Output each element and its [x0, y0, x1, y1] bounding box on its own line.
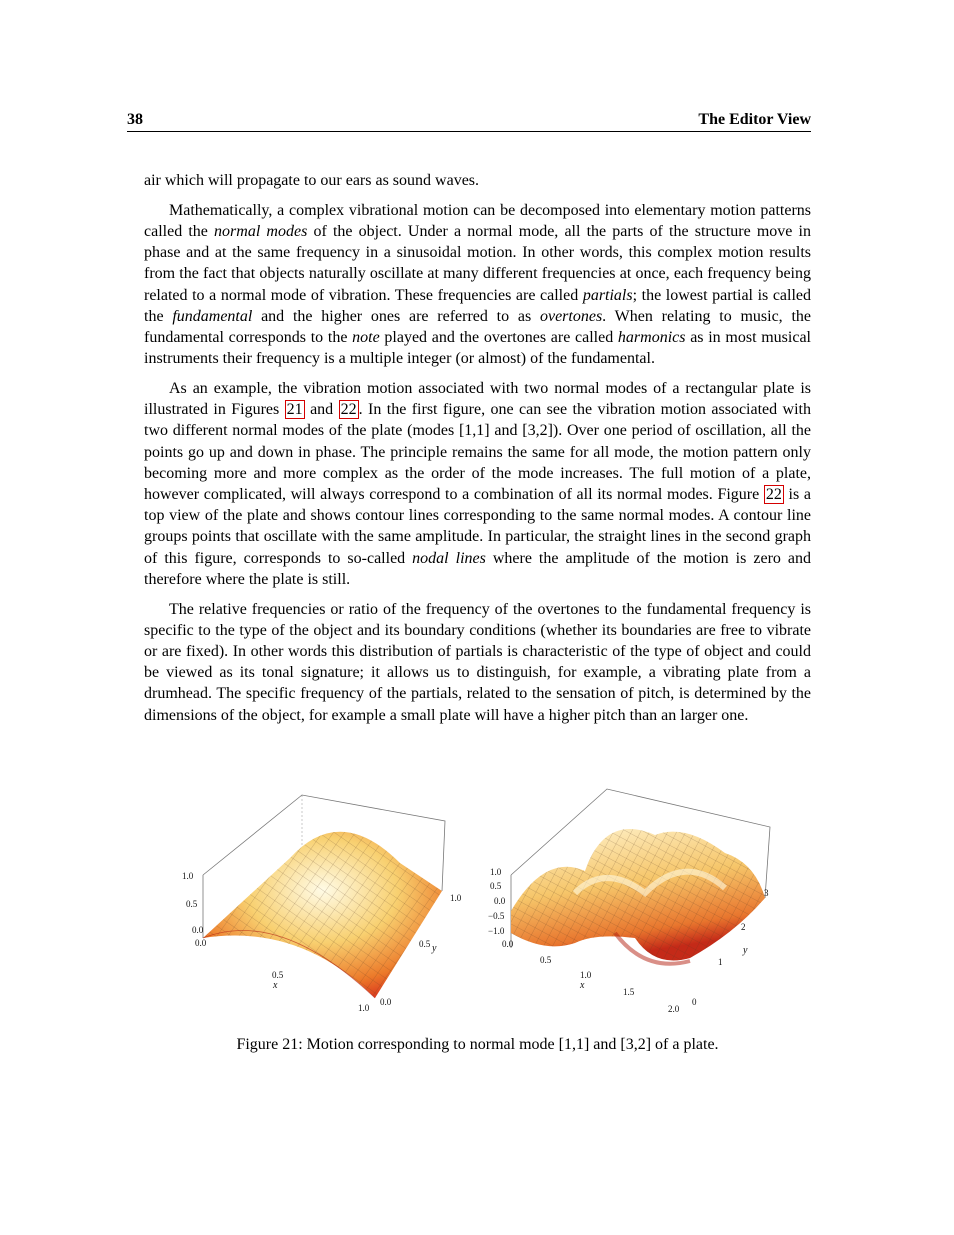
y-axis-label: y	[743, 945, 748, 956]
x-tick: 1.0	[580, 970, 592, 980]
z-tick: 1.0	[182, 871, 194, 881]
text: is a top view of the plate and shows contour lines corresponding to the same normal modes. A contour line groups points that oscillate with the same amplitude. In particular, the straight lines in the second graph of this figure, corresponds to so-called	[144, 486, 812, 567]
text: of the object. Under a normal mode, all the parts of the structure move in phase and at the same frequency in a sinusoidal motion. In other words, this complex motion results from the fact that objects naturally oscillate at many different frequencies at once, each frequency being related to a normal mode of vibration. These frequencies are called	[144, 223, 811, 304]
x-tick: 0.5	[540, 955, 552, 965]
z-tick: −1.0	[488, 926, 505, 936]
y-tick: 1	[718, 957, 723, 967]
x-tick: 1.0	[358, 1003, 370, 1013]
text: The relative frequencies or ratio of the frequency of the overtones to the fundamental frequency is specific to the type of the object and its boundary conditions (whether its boundaries are free to vibrate or are fixed). In other words this distribution of partials is characteristic of the type of object and could be viewed as its tonal signature; it allows us to distinguish, for example, a vibrating plate from a drumhead. The specific frequency of the partials, related to the sensation of pitch, is determined by the dimensions of the object, for example a small plate will have a higher pitch than an larger one.	[144, 600, 811, 724]
text: As an example, the vibration motion associated with two normal modes of a rectangular plate is illustrated in Figures	[144, 380, 811, 419]
text: ; the lowest partial is called the	[144, 286, 812, 325]
emphasis-note: note	[352, 329, 380, 347]
emphasis-harmonics: harmonics	[617, 329, 686, 347]
y-tick: 0.0	[380, 997, 392, 1007]
text: played and the overtones are called	[379, 329, 618, 347]
figure-ref-21[interactable]: 21	[286, 401, 303, 419]
paragraph-2	[144, 200, 811, 370]
emphasis-nodal-lines: nodal lines	[412, 549, 486, 567]
figure-ref-22[interactable]: 22	[340, 401, 357, 419]
x-tick: 0.0	[195, 938, 207, 948]
emphasis-overtones: overtones	[539, 307, 603, 325]
emphasis-normal-modes: normal modes	[214, 223, 308, 240]
text: and the higher ones are referred to as	[252, 307, 540, 325]
z-tick: 0.0	[192, 925, 204, 935]
z-tick: −0.5	[488, 911, 505, 921]
text: air which will propagate to our ears as sound waves.	[144, 172, 480, 189]
z-axis	[488, 867, 506, 936]
figure-caption: Figure 21: Motion corresponding to normal mode [1,1] and [3,2] of a plate.	[236, 1036, 719, 1053]
y-tick: 2	[741, 922, 746, 932]
z-tick: 0.5	[490, 881, 502, 891]
section-title: The Editor View	[698, 111, 811, 128]
plot-mode-1-1	[170, 783, 470, 1023]
body-text	[144, 170, 811, 734]
x-axis-label: x	[580, 980, 585, 991]
x-tick: 1.5	[623, 987, 635, 997]
x-tick: 2.0	[668, 1004, 680, 1014]
text: as in most musical instruments their frequency is a multiple integer (or almost) of the fundamental.	[144, 329, 811, 368]
z-tick: 1.0	[490, 867, 502, 877]
text: . When relating to music, the fundamental corresponds to the	[144, 307, 811, 347]
emphasis-fundamental: fundamental	[172, 307, 253, 325]
x-tick: 0.0	[502, 939, 514, 949]
paragraph-4	[144, 599, 811, 726]
x-tick: 0.5	[272, 970, 284, 980]
figure-21	[170, 783, 790, 1023]
z-axis	[182, 871, 204, 935]
text: and	[304, 401, 339, 419]
z-tick: 0.0	[494, 896, 506, 906]
z-tick: 0.5	[186, 899, 198, 909]
y-tick: 1.0	[450, 893, 462, 903]
y-tick: 3	[764, 888, 769, 898]
x-axis-label: x	[273, 980, 278, 991]
y-tick: 0.5	[419, 939, 431, 949]
text: where the amplitude of the motion is zero and therefore where the plate is still.	[144, 549, 811, 588]
page-header	[127, 109, 811, 132]
y-axis-label: y	[432, 943, 437, 954]
paragraph-1	[144, 170, 811, 191]
figure-ref-22b[interactable]: 22	[765, 486, 782, 504]
emphasis-partials: partials	[582, 286, 633, 304]
text: Mathematically, a complex vibrational motion can be decomposed into elementary motion patterns called the	[144, 201, 811, 240]
text: . In the first figure, one can see the vibration motion associated with two different normal modes of the plate (modes [1,1] and [3,2]). Over one period of oscillation, all the points go up and down in phase. The principle remains the same for all mode, the motion pattern only becoming more and more complex as the order of the mode increases. The full motion of a plate, however complicated, will always correspond to a combination of all its normal modes. Figure	[144, 401, 811, 504]
plot-mode-3-2	[485, 783, 790, 1023]
page-number: 38	[127, 111, 143, 128]
y-tick: 0	[692, 997, 697, 1007]
paragraph-3	[144, 378, 811, 590]
